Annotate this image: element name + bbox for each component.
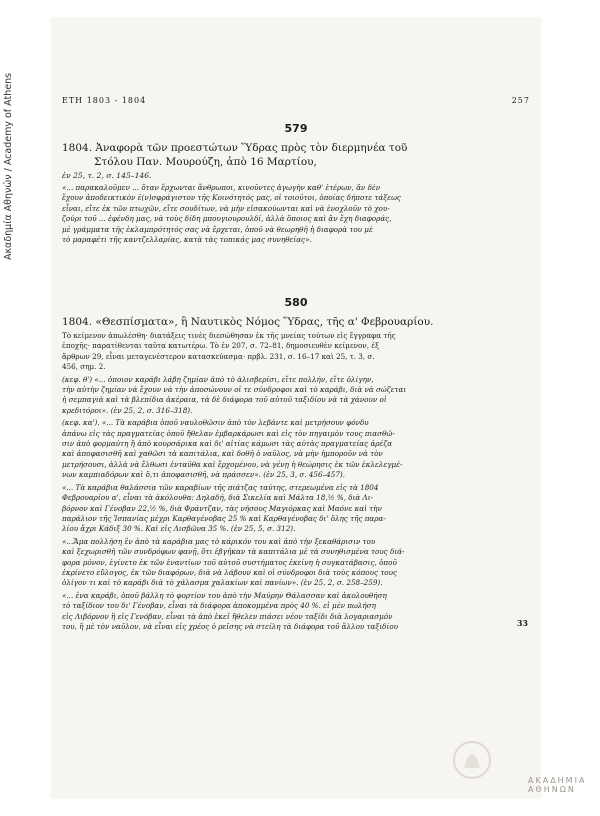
document-page xyxy=(52,18,540,798)
footer-logo-text: ΑΚΑΔΗΜΙΑ ΑΘΗΝΩΝ xyxy=(528,776,587,794)
text-line: ἔχουν ἀποδεικτικὸν ἐ(ν)σφράγιστον τῆς Κοινότητός μας, οἱ τοιοῦτοι, ὁποίας δήποτε τάξεως xyxy=(62,193,401,203)
paragraph-d xyxy=(62,537,530,589)
text-line: καὶ ξεχωρισθῆ τῶν συνδρόφων φανῇ, ὅτι ἐβγῆκαν τὰ καπιτάλια μὲ τὰ συνηθισμένα τους διά- xyxy=(62,547,405,557)
text-line: «...Ἅμα πολλήση ἓν ἀπὸ τὰ καράβια μας τὸ κάρικόν του καὶ ἀπὸ τὴν ξεκαθάρισιν του xyxy=(62,536,376,546)
text-line: ἀπάνω εἰς τὰς πραγματείας ὁποῦ ἤθελαν ἐμβαρκάρωσι καὶ εἰς τὸν πηγαιμὸν τους πιασθῶ- xyxy=(62,428,395,438)
text-line: φορα μόνον, ἐγίνετο ἐκ τῶν ἐναντίων τοῦ αὐτοῦ συστήματος ἐκείνη ἡ συγκατάβασις, ὁποῦ xyxy=(62,557,397,567)
text-line: βόρνον καὶ Γένοβαν 22,½ %, διὰ Φράντζαν, τὰς νήσους Μαγιόρκας καὶ Μαόνε καὶ τὴν xyxy=(62,503,382,513)
text-line: κρεδιτόροι». (ἐν 25, 2, σ. 316–318). xyxy=(62,405,193,415)
header-years: ΕΤΗ 1803 - 1804 xyxy=(62,96,147,105)
page-number: 257 xyxy=(511,96,530,105)
paragraph-e xyxy=(62,591,530,633)
text-line: ὀλίγον τι καὶ τὸ καράβι διὰ τὸ χάλασμα χαλακίων καὶ πανίων». (ἐν 25, 2, σ. 258–259). xyxy=(62,578,383,588)
text-line: λίου ἄχρι Κάδιξ 30 %. Καὶ εἰς Λισβῶνα 35 %. (ἐν 25, 5, σ. 312). xyxy=(62,524,296,534)
text-line: (κεφ. κα'). «... Τὰ καράβια ὁποῦ ναυλοθῶσιν ἀπὸ τὸν λεβάντε καὶ μετρήσουν φόνδυ xyxy=(62,418,369,428)
text-line: «... ἐνα καράβι, ὁποῦ βάλλη τὸ φορτίον του ἀπὸ τὴν Μαύρην Θάλασσαν καὶ ἀκολουθήση xyxy=(62,590,387,600)
text-line: τὸ μαραφέτι τῆς καντζελλαρίας, κατὰ τὰς τοπικάς μας συνηθείας». xyxy=(62,235,312,245)
title-line: Στόλου Παν. Μουρούζη, ἀπὸ 16 Μαρτίου, xyxy=(94,156,317,168)
text-line: «... Τὰ καράβια θαλάσσια τῶν καραβίων τῆς πιάτζας ταύτης, στερεωμένα εἰς τὰ 1804 xyxy=(62,482,379,492)
document-number: 580 xyxy=(284,296,308,309)
text-line: Φεβρουαρίου α', εἶναι τὰ ἀκόλουθα: Δηλαδή, διὰ Σικελία καὶ Μάλτα 18,½ %, διὰ Λι- xyxy=(62,493,373,503)
text-line: του, ἢ μὲ τὸν ναῦλον, νὰ εἶναι εἰς χρέος ὁ ρεῖσης νὰ στείλη τὰ διάφορα τοῦ ἄλλου ταξιδίου xyxy=(62,621,399,631)
text-line: ἐκρίνετο εὔλογος, ἐκ τῶν διαφόρων, διὰ νὰ λάβουν καὶ οἱ σύνδροφοι διὰ τοὺς κόπους τους xyxy=(62,567,398,577)
document-number: 579 xyxy=(284,122,308,135)
text-line: παράλιον τῆς Ἰσπανίας μέχρι Καρθαγένοβας 25 % καὶ Καρθαγένοβας δι' ὅλης τῆς παρα- xyxy=(62,513,386,523)
text-line: σιν ἀπὸ φορμαύτη ἢ ἀπὸ κουρσάρικα καὶ δι' αἰτίας κάμωσι τὰς αὐτὰς πραγματείας ἀρέζα xyxy=(62,439,393,449)
text-line: νων καμπιαδόρων καὶ ὅ,τι ἀποφασισθῆ, νὰ πράσσεν». (ἐν 25, 3, σ. 456–457). xyxy=(62,470,345,480)
text-line: 456, σημ. 2. xyxy=(62,362,106,372)
intro-text xyxy=(62,331,530,373)
source-reference: ἐν 25, τ. 2, σ. 145–146. xyxy=(62,171,152,180)
document-title xyxy=(62,141,530,169)
text-line: (κεφ. θ') «... ὁποιον καράβι λάβη ζημίαν ἀπὸ τὸ ἀλισβερίσι, εἴτε πολλήν, εἴτε ὀλίγην, xyxy=(62,374,374,384)
paragraph-c xyxy=(62,483,530,535)
text-line: μὲ γράμματα τῆς ἐκλαμπρότητός σας νὰ ἔρχεται, ὁποῦ νὰ θεωρηθῆ ἡ διαφορὰ του μὲ xyxy=(62,224,373,234)
text-line: ἄρθρων 29, εἶναι μεταγενέστερον κατασκεύασμα· πρβλ. 231, σ. 16–17 καὶ 25, τ. 3, σ. xyxy=(62,351,375,361)
text-line: ἐποχῆς· παρατίθενται ταῦτα κατωτέρω. Τὸ ἐν 207, σ. 72–81, δημοσιευθὲν κείμενον, ἐξ xyxy=(62,341,380,351)
signature-number: 33 xyxy=(516,618,528,628)
side-watermark xyxy=(2,36,16,296)
document-579 xyxy=(62,122,530,245)
running-header xyxy=(62,96,530,105)
text-line: μετρήσουσι, ἀλλὰ νὰ ἔλθωσι ἐνταῦθα καὶ ἔρχομένου, νὰ γένῃ ἡ θεώρησις ἐκ τῶν ἐκλελεγμέ- xyxy=(62,459,403,469)
watermark-text: Ακαδημία Αθηνών / Academy of Athens xyxy=(3,72,15,260)
text-line: εἶναι, εἴτε ἐκ τῶν πτωχῶν, εἴτε σουδίτων, νὰ μὴν εἰσακούωνται καὶ νὰ ἐνοχλοῦν τὸ χου- xyxy=(62,203,390,213)
text-line: καὶ ἀποφασισθῆ καὶ χαθῶσι τὰ καπιτάλια, καὶ δοθῆ ὁ ναῦλος, νὰ μὴν ἠμποροῦν νὰ τὸν xyxy=(62,449,383,459)
text-line: τὸ ταξίδιον του δι' Γένοβαν, εἶναι τὰ διάφορα ἀποκομμένα πρὸς 40 %. εἰ μὲν πωλήση xyxy=(62,601,376,611)
title-line: 1804. Ἀναφορὰ τῶν προεστώτων Ὕδρας πρὸς τὸν διερμηνέα τοῦ xyxy=(62,142,408,154)
quoted-text xyxy=(62,183,530,245)
document-580 xyxy=(62,296,530,632)
text-line: ἡ σεμπαγιὰ καὶ τὰ βλεπίδια ἀκέραια, τὰ δὲ διάφορα τοῦ αὐτοῦ ταξιδίου νὰ τὰ χάνουν οἱ xyxy=(62,395,387,405)
text-line: «... παρακαλοῦμεν ... ὅταν ἔρχωνται ἄνθρωποι, κινοῦντες ἀγωγὴν καθ' ἑτέρων, ἂν δὲν xyxy=(62,183,381,192)
text-line: ζούρι τοῦ ... ἐφένδη μας, νὰ τοὺς δίδη μπουγιουρουλδί, ἀλλὰ ὅποιος καὶ ἂν ἔχη διαφοράς, xyxy=(62,214,392,224)
paragraph-b xyxy=(62,418,530,480)
text-line: τὴν αὐτὴν ζημίαν νὰ ἔχουν νὰ τὴν ἀποσώνουν οἱ τε σύνδροφοι καὶ τὸ καράβι, διὰ νὰ σώζεται xyxy=(62,385,407,395)
paragraph-a xyxy=(62,375,530,417)
document-title: 1804. «Θεσπίσματα», ἢ Ναυτικὸς Νόμος Ὕδρας, τῆς α' Φεβρουαρίου. xyxy=(62,316,434,328)
text-line: εἰς Λιβόρνον ἢ εἰς Γενόβαν, εἶναι τὰ ἀπὸ ἐκεῖ ἤθελεν πιάσει νέον ταξίδι διὰ λογαριασμόν xyxy=(62,611,393,621)
text-line: Τὸ κείμενον ἀπωλέσθη· διατάξεις τινὲς διεσώθησαν ἐκ τῆς μνείας τούτων εἰς ἔγγραφα τῆς xyxy=(62,331,396,340)
